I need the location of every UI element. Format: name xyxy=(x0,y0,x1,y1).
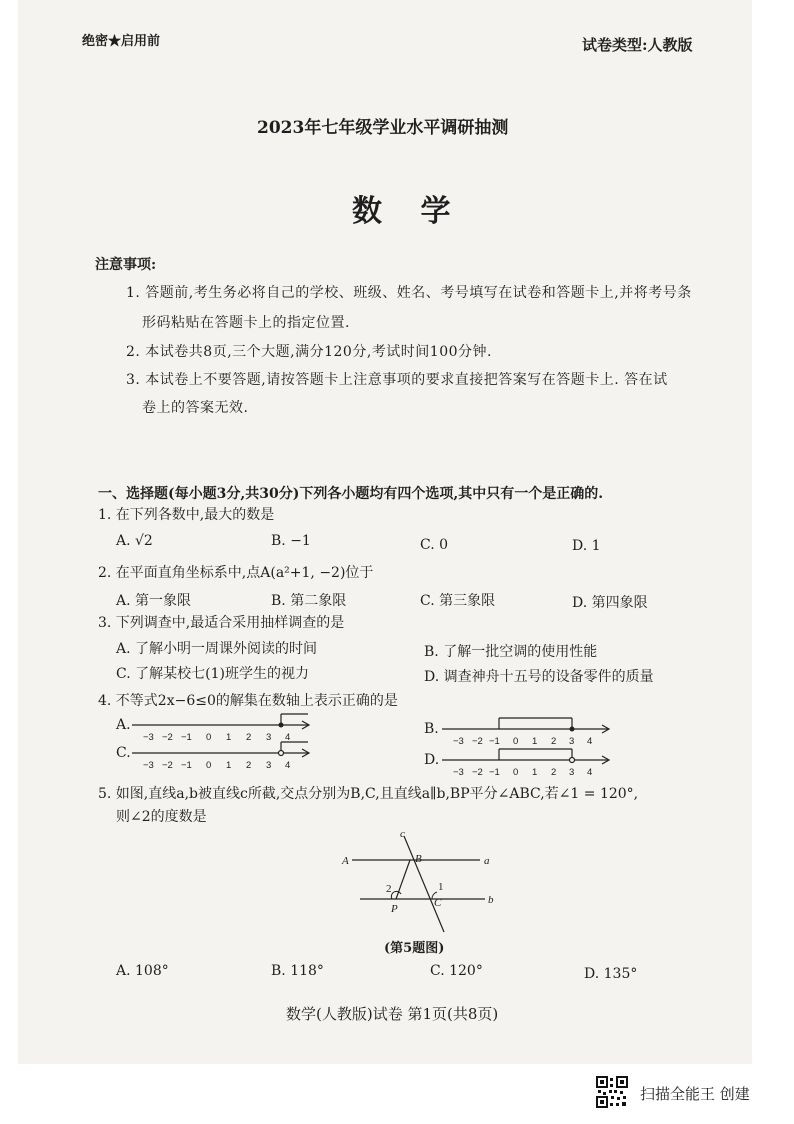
q4b-tick-n2: −2 xyxy=(472,736,483,747)
q5-option-a: A. 108° xyxy=(116,963,169,979)
q2-option-d: D. 第四象限 xyxy=(572,595,648,611)
notice-heading: 注意事项: xyxy=(95,257,157,273)
q4c-tick-n3: −3 xyxy=(143,760,154,771)
notice-item-1-line-2: 形码粘贴在答题卡上的指定位置. xyxy=(142,315,350,331)
q4a-tick-n2: −2 xyxy=(162,732,173,743)
subject-title: 数 学 xyxy=(352,194,465,229)
q4c-tick-4: 4 xyxy=(285,760,291,771)
q4a-tick-0: 0 xyxy=(206,732,212,743)
notice-item-1-line-1: 1. 答题前,考生务必将自己的学校、班级、姓名、考号填写在试卷和答题卡上,并将考号条 xyxy=(126,285,692,301)
q4-label-c: C. xyxy=(116,745,131,761)
q4d-tick-n3: −3 xyxy=(453,767,464,778)
q2-option-a: A. 第一象限 xyxy=(116,593,192,609)
q4d-tick-3: 3 xyxy=(569,767,575,778)
q4d-tick-2: 2 xyxy=(551,767,557,778)
q4d-tick-0: 0 xyxy=(513,767,519,778)
q4c-tick-2: 2 xyxy=(246,760,252,771)
q4b-tick-2: 2 xyxy=(551,736,557,747)
scanner-watermark xyxy=(596,1075,786,1111)
q4d-tick-1: 1 xyxy=(532,767,538,778)
q4b-tick-3: 3 xyxy=(569,736,575,747)
q4b-tick-0: 0 xyxy=(513,736,519,747)
q4a-tick-n3: −3 xyxy=(143,732,154,743)
q4b-tick-n1: −1 xyxy=(489,736,500,747)
q4c-tick-0: 0 xyxy=(206,760,212,771)
q4c-tick-n1: −1 xyxy=(181,760,192,771)
q4a-tick-4: 4 xyxy=(285,732,291,743)
q5-stem-line-1: 5. 如图,直线a,b被直线c所截,交点分别为B,C,且直线a∥b,BP平分∠ABC,若∠1 = 120°, xyxy=(98,786,639,802)
notice-item-3-line-2: 卷上的答案无效. xyxy=(142,400,249,416)
q3-option-b: B. 了解一批空调的使用性能 xyxy=(424,644,598,660)
q4a-tick-2: 2 xyxy=(246,732,252,743)
q1-option-c: C. 0 xyxy=(420,537,449,553)
notice-item-3-line-1: 3. 本试卷上不要答题,请按答题卡上注意事项的要求直接把答案写在答题卡上. 答在试 xyxy=(126,372,668,388)
q4d-tick-4: 4 xyxy=(587,767,593,778)
q5-option-c: C. 120° xyxy=(430,963,483,979)
q5-figure-caption: (第5题图) xyxy=(384,941,445,956)
exam-title: 2023年七年级学业水平调研抽测 xyxy=(257,118,509,138)
q5-option-b: B. 118° xyxy=(271,963,324,979)
section-heading: 一、选择题(每小题3分,共30分)下列各小题均有四个选项,其中只有一个是正确的. xyxy=(98,486,604,502)
fig-label-A: A xyxy=(342,855,349,867)
q3-option-a: A. 了解小明一周课外阅读的时间 xyxy=(116,641,318,657)
q4-label-d: D. xyxy=(424,752,440,768)
q4a-tick-3: 3 xyxy=(266,732,272,743)
q4-number-line-b xyxy=(440,714,615,748)
q1-option-b: B. −1 xyxy=(271,533,311,549)
fig-label-a: a xyxy=(484,855,490,867)
q4d-tick-n1: −1 xyxy=(489,767,500,778)
fig-label-B: B xyxy=(415,853,422,865)
q3-option-d: D. 调查神舟十五号的设备零件的质量 xyxy=(424,669,654,685)
q4-label-b: B. xyxy=(424,721,439,737)
q4a-tick-1: 1 xyxy=(226,732,232,743)
fig-label-b: b xyxy=(488,894,494,906)
q4-number-line-d xyxy=(440,745,615,779)
q4-label-a: A. xyxy=(116,717,131,733)
q4c-tick-n2: −2 xyxy=(162,760,173,771)
q4d-tick-n2: −2 xyxy=(472,767,483,778)
q4-stem: 4. 不等式2x−6≤0的解集在数轴上表示正确的是 xyxy=(98,693,398,709)
q1-stem: 1. 在下列各数中,最大的数是 xyxy=(98,507,275,523)
q3-option-c: C. 了解某校七(1)班学生的视力 xyxy=(116,666,309,682)
fig-label-c: c xyxy=(400,828,405,840)
paper-type: 试卷类型:人教版 xyxy=(582,36,693,54)
q5-stem-line-2: 则∠2的度数是 xyxy=(116,809,207,825)
q4b-tick-1: 1 xyxy=(532,736,538,747)
page-footer: 数学(人教版)试卷 第1页(共8页) xyxy=(286,1005,499,1023)
secret-mark: 绝密★启用前 xyxy=(82,34,161,49)
q4a-tick-n1: −1 xyxy=(181,732,192,743)
fig-angle-2: 2 xyxy=(386,883,392,895)
notice-item-2: 2. 本试卷共8页,三个大题,满分120分,考试时间100分钟. xyxy=(126,344,492,360)
q2-stem: 2. 在平面直角坐标系中,点A(a²+1, −2)位于 xyxy=(98,565,374,581)
q4-number-line-c xyxy=(130,738,315,772)
q4b-tick-n3: −3 xyxy=(453,736,464,747)
q1-option-a: A. √2 xyxy=(116,533,153,549)
q5-option-d: D. 135° xyxy=(584,966,638,982)
q1-option-d: D. 1 xyxy=(572,538,601,554)
q2-option-c: C. 第三象限 xyxy=(420,593,496,609)
fig-angle-1: 1 xyxy=(438,881,444,893)
q4b-tick-4: 4 xyxy=(587,736,593,747)
q4c-tick-1: 1 xyxy=(226,760,232,771)
qr-code-icon xyxy=(596,1076,628,1108)
fig-label-P: P xyxy=(391,903,398,915)
q5-figure xyxy=(330,826,500,938)
q2-option-b: B. 第二象限 xyxy=(271,593,347,609)
fig-label-C: C xyxy=(434,897,442,909)
scanner-brand-text: 扫描全能王 创建 xyxy=(640,1085,750,1103)
q4c-tick-3: 3 xyxy=(266,760,272,771)
q3-stem: 3. 下列调查中,最适合采用抽样调查的是 xyxy=(98,615,345,631)
